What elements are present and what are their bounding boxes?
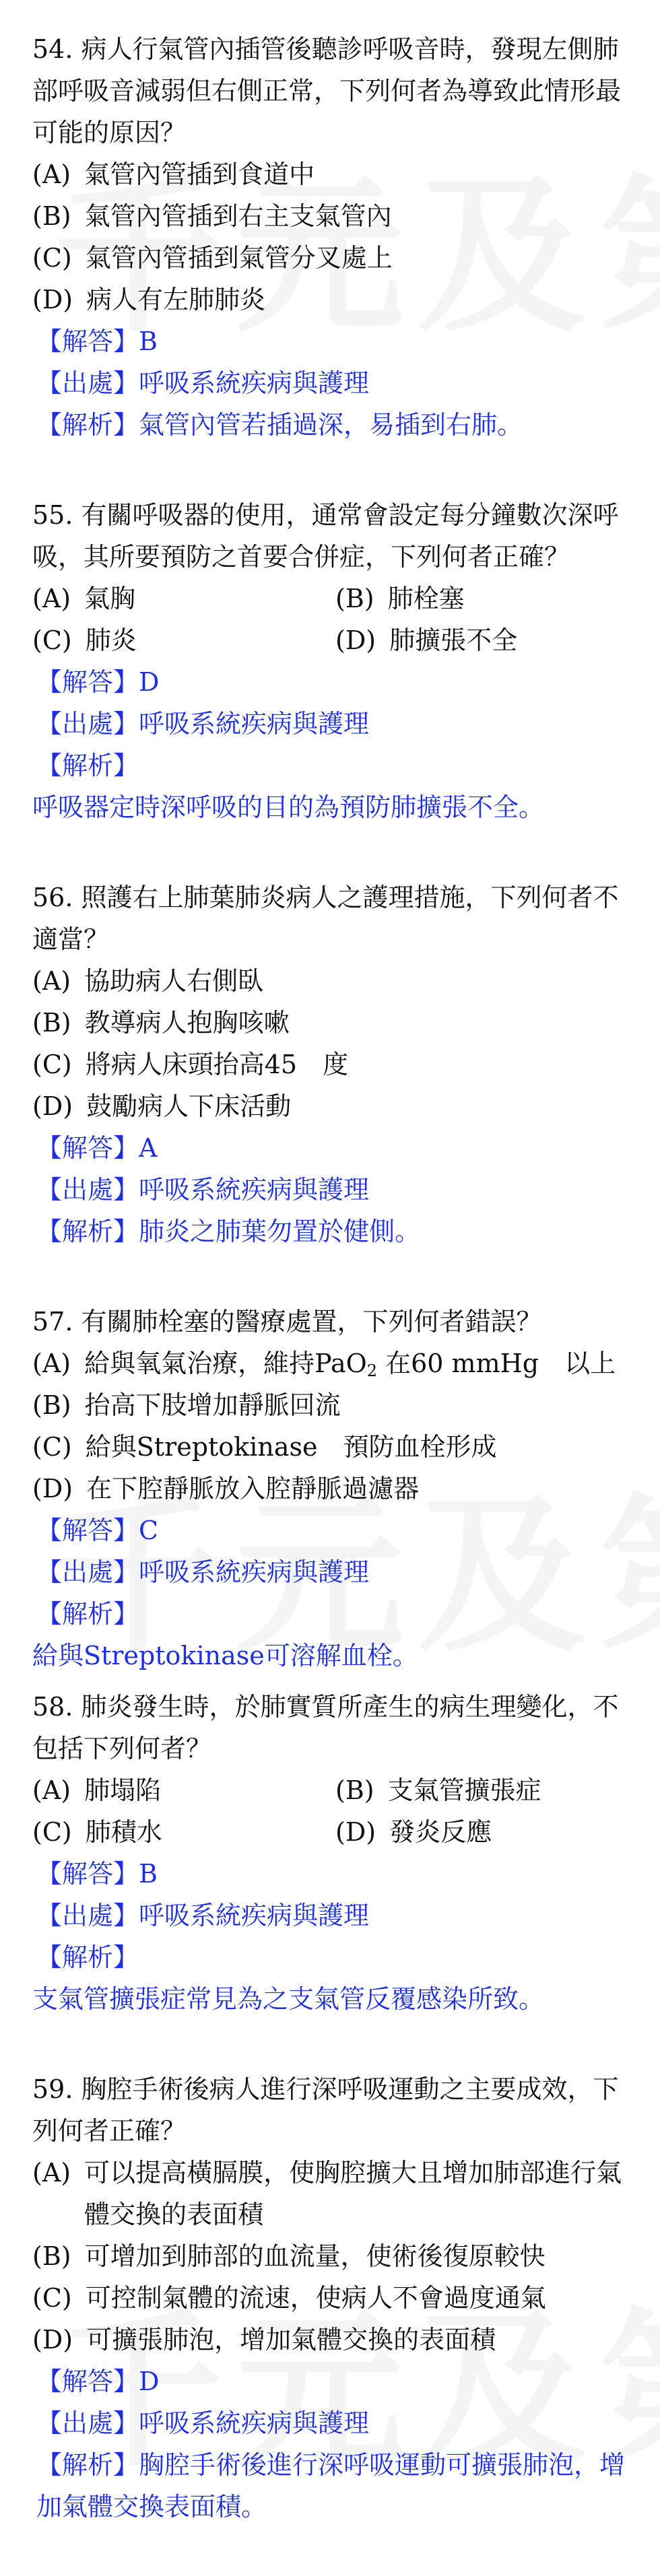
option-label: (D): [32, 2325, 73, 2354]
answer-value: C: [139, 1516, 159, 1545]
option-label: (C): [32, 1432, 72, 1462]
option-c[interactable]: [32, 1426, 638, 1468]
option-d[interactable]: [32, 1468, 638, 1510]
option-label: (B): [32, 201, 71, 231]
option-text: 給與Streptokinase 預防血栓形成: [85, 1432, 497, 1462]
option-label: (A): [32, 2158, 71, 2188]
option-text: 發炎反應: [389, 1817, 492, 1847]
question-58: [32, 1686, 638, 2020]
question-number: 59.: [32, 2074, 73, 2104]
option-label: (C): [32, 243, 72, 273]
option-text: 肺栓塞: [387, 584, 465, 613]
source-line: [32, 1169, 638, 1211]
option-label: (B): [335, 1775, 374, 1805]
answer-tag: 【解答】: [36, 1133, 139, 1163]
explanation-tag: 【解析】: [36, 1599, 139, 1629]
answer-tag: 【解答】: [36, 327, 139, 356]
question-number: 54.: [32, 34, 73, 64]
option-row: [32, 578, 638, 619]
answer-value: A: [139, 1133, 158, 1163]
question-stem: [32, 1686, 638, 1769]
answer-tag: 【解答】: [36, 1859, 139, 1889]
question-59: [32, 2068, 638, 2528]
option-row: [32, 1811, 638, 1853]
option-d[interactable]: [32, 279, 638, 320]
option-b[interactable]: [32, 2235, 638, 2277]
option-text: 給與氧氣治療，維持PaO$_2$ 在60 mmHg 以上: [84, 1349, 616, 1380]
source-value: 呼吸系統疾病與護理: [139, 1175, 370, 1205]
option-c[interactable]: [32, 619, 335, 661]
option-text: 氣管內管插到右主支氣管內: [84, 201, 392, 231]
explanation-text: 胸腔手術後進行深呼吸運動可擴張肺泡，增加氣體交換表面積。: [36, 2450, 626, 2521]
option-c[interactable]: [32, 237, 638, 279]
answer-tag: 【解答】: [36, 2367, 139, 2396]
option-c[interactable]: [32, 1044, 638, 1085]
option-label: (A): [32, 584, 71, 613]
option-label: (C): [32, 1050, 72, 1079]
question-text: 病人行氣管內插管後聽診呼吸音時，發現左側肺部呼吸音減弱但右側正常，下列何者為導致此情形最可能的原因？: [32, 34, 622, 147]
source-value: 呼吸系統疾病與護理: [139, 1901, 370, 1930]
option-b[interactable]: [32, 1002, 638, 1044]
question-55: [32, 494, 638, 828]
explanation-tag: 【解析】: [36, 410, 139, 440]
question-57: [32, 1301, 638, 1676]
option-text: 肺炎: [85, 625, 137, 655]
answer-line: [32, 320, 638, 362]
option-text: 氣管內管插到食道中: [84, 160, 315, 189]
answer-line: [32, 661, 638, 703]
question-stem: [32, 1301, 638, 1343]
explanation-tag: 【解析】: [36, 1217, 139, 1246]
explanation-line: [32, 745, 638, 786]
option-text: 抬高下肢增加靜脈回流: [84, 1390, 341, 1420]
source-tag: 【出處】: [36, 1557, 139, 1587]
option-a[interactable]: [32, 960, 638, 1002]
source-tag: 【出處】: [36, 709, 139, 739]
source-tag: 【出處】: [36, 1175, 139, 1205]
option-label: (D): [335, 625, 376, 655]
answer-line: [32, 1853, 638, 1895]
question-text: 肺炎發生時，於肺實質所產生的病生理變化，不包括下列何者？: [32, 1692, 619, 1763]
question-text: 照護右上肺葉肺炎病人之護理措施，下列何者不適當？: [32, 883, 619, 954]
source-tag: 【出處】: [36, 1901, 139, 1930]
source-tag: 【出處】: [36, 368, 139, 398]
option-c[interactable]: [32, 2277, 638, 2319]
answer-value: D: [139, 2367, 160, 2396]
option-a[interactable]: [32, 2152, 638, 2235]
option-a[interactable]: [32, 578, 335, 619]
question-56: [32, 877, 638, 1252]
option-text: 病人有左肺肺炎: [86, 285, 266, 314]
option-text: 在下腔靜脈放入腔靜脈過濾器: [86, 1474, 420, 1503]
option-text: 將病人床頭抬高45 度: [85, 1050, 349, 1079]
option-label: (A): [32, 966, 71, 996]
option-row: [32, 1769, 638, 1811]
option-label: (C): [32, 1817, 72, 1847]
question-number: 56.: [32, 883, 73, 912]
answer-line: [32, 2361, 638, 2402]
explanation-line: [32, 404, 638, 446]
option-label: (A): [32, 1349, 71, 1378]
option-b[interactable]: [32, 1384, 638, 1426]
answer-line: [32, 1127, 638, 1169]
option-text: 可以提高橫膈膜，使胸腔擴大且增加肺部進行氣體交換的表面積: [84, 2158, 622, 2229]
option-label: (D): [32, 285, 73, 314]
question-number: 58.: [32, 1692, 73, 1722]
option-text: 氣胸: [84, 584, 136, 613]
question-text: 胸腔手術後病人進行深呼吸運動之主要成效，下列何者正確？: [32, 2074, 619, 2146]
source-value: 呼吸系統疾病與護理: [139, 2408, 370, 2438]
answer-line: [32, 1510, 638, 1551]
explanation-tag: 【解析】: [36, 1942, 139, 1972]
option-text: 氣管內管插到氣管分叉處上: [85, 243, 393, 273]
source-value: 呼吸系統疾病與護理: [139, 1557, 370, 1587]
option-d[interactable]: [32, 2319, 638, 2361]
answer-value: D: [139, 667, 160, 697]
answer-value: B: [139, 1859, 158, 1889]
source-line: [32, 362, 638, 404]
explanation-line: [32, 2444, 638, 2528]
option-b[interactable]: [335, 1769, 541, 1811]
explanation-text: 支氣管擴張症常見為之支氣管反覆感染所致。: [32, 1984, 545, 2014]
source-line: [32, 2402, 638, 2444]
option-label: (B): [335, 584, 374, 613]
answer-value: B: [139, 327, 158, 356]
option-d[interactable]: [32, 1085, 638, 1127]
source-value: 呼吸系統疾病與護理: [139, 368, 370, 398]
source-line: [32, 1895, 638, 1936]
answer-tag: 【解答】: [36, 1516, 139, 1545]
answer-tag: 【解答】: [36, 667, 139, 697]
option-label: (B): [32, 1390, 71, 1420]
question-number: 57.: [32, 1307, 73, 1336]
option-d[interactable]: [335, 1811, 492, 1853]
explanation-line: [32, 1936, 638, 1978]
explanation-tag: 【解析】: [36, 751, 139, 780]
question-54: [32, 28, 638, 446]
question-stem: [32, 28, 638, 154]
option-text: 可控制氣體的流速，使病人不會過度通氣: [85, 2283, 546, 2313]
option-text: 肺塌陷: [84, 1775, 162, 1805]
option-text: 肺擴張不全: [389, 625, 518, 655]
explanation-line: [32, 1593, 638, 1635]
option-text: 支氣管擴張症: [387, 1775, 541, 1805]
explanation-text: 給與Streptokinase可溶解血栓。: [32, 1641, 418, 1670]
option-text: 肺積水: [85, 1817, 162, 1847]
option-text: 可擴張肺泡，增加氣體交換的表面積: [86, 2325, 496, 2354]
option-label: (D): [32, 1474, 73, 1503]
option-label: (A): [32, 1775, 71, 1805]
option-c[interactable]: [32, 1811, 335, 1853]
option-label: (B): [32, 1008, 71, 1038]
option-label: (C): [32, 2283, 72, 2313]
question-text: 有關肺栓塞的醫療處置，下列何者錯誤？: [81, 1307, 542, 1336]
option-label: (D): [32, 1091, 73, 1121]
option-a[interactable]: [32, 154, 638, 195]
option-a[interactable]: [32, 1769, 335, 1811]
option-label: (D): [335, 1817, 376, 1847]
option-d[interactable]: [335, 619, 517, 661]
source-value: 呼吸系統疾病與護理: [139, 709, 370, 739]
source-line: [32, 703, 638, 745]
option-a[interactable]: [32, 1343, 638, 1384]
question-stem: [32, 2068, 638, 2152]
explanation-tag: 【解析】: [36, 2450, 139, 2480]
source-line: [32, 1551, 638, 1593]
option-b[interactable]: [32, 195, 638, 237]
option-label: (B): [32, 2241, 71, 2271]
explanation-text: 氣管內管若插過深，易插到右肺。: [139, 410, 523, 440]
question-stem: [32, 494, 638, 578]
question-text: 有關呼吸器的使用，通常會設定每分鐘數次深呼吸，其所要預防之首要合併症，下列何者正確？: [32, 500, 619, 572]
source-tag: 【出處】: [36, 2408, 139, 2438]
option-label: (A): [32, 160, 71, 189]
option-label: (C): [32, 625, 72, 655]
option-b[interactable]: [335, 578, 465, 619]
option-text: 可增加到肺部的血流量，使術後復原較快: [84, 2241, 546, 2271]
question-number: 55.: [32, 500, 73, 530]
option-text: 鼓勵病人下床活動: [86, 1091, 292, 1121]
explanation-text: 肺炎之肺葉勿置於健側。: [139, 1217, 421, 1246]
question-stem: [32, 877, 638, 960]
option-text: 教導病人抱胸咳嗽: [84, 1008, 290, 1038]
explanation-line: [32, 1211, 638, 1252]
option-text: 協助病人右側臥: [84, 966, 264, 996]
question-list: [32, 28, 638, 2576]
option-row: [32, 619, 638, 661]
explanation-text: 呼吸器定時深呼吸的目的為預防肺擴張不全。: [32, 792, 545, 822]
